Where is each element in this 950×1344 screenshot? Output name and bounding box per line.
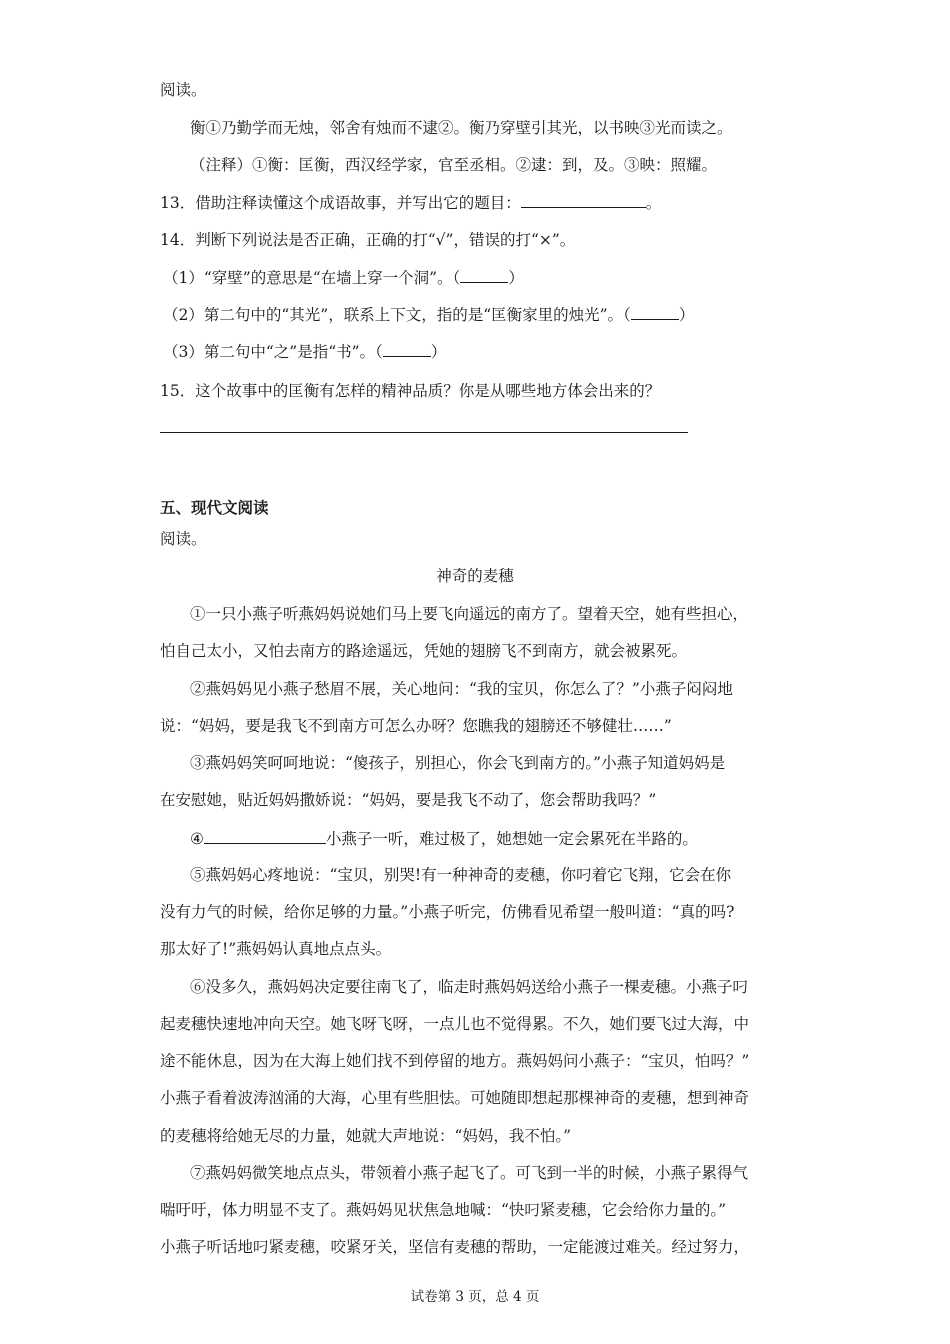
story-line: 小燕子看着波涛汹涌的大海，心里有些胆怯。可她随即想起那棵神奇的麦穗，想到神奇 (160, 1089, 750, 1107)
question-14: 14．判断下列说法是否正确，正确的打“√”，错误的打“×”。 (160, 231, 576, 249)
answer-blank-14-2[interactable] (631, 304, 679, 320)
story-line: ⑦燕妈妈微笑地点点头，带领着小燕子起飞了。可飞到一半的时候，小燕子累得气 (190, 1164, 749, 1182)
story-line: 小燕子听话地叼紧麦穗，咬紧牙关，坚信有麦穗的帮助，一定能渡过难关。经过努力， (160, 1238, 750, 1256)
answer-blank-para-4[interactable] (204, 828, 326, 844)
story-line: ②燕妈妈见小燕子愁眉不展，关心地问：“我的宝贝，你怎么了？”小燕子闷闷地 (190, 680, 733, 698)
question-14-item-3 (163, 341, 793, 362)
item-2-text: （2）第二句中的“其光”，联系上下文，指的是“匡衡家里的烛光”。（ (163, 306, 631, 324)
item-1-text: （1）“穿壁”的意思是“在墙上穿一个洞”。（ (163, 269, 461, 287)
item-3-close: ） (430, 343, 447, 361)
section-heading: 五、现代文阅读 (160, 499, 269, 517)
classical-notes: （注释）①衡：匡衡，西汉经学家，官至丞相。②逮：到，及。③映：照耀。 (190, 156, 718, 174)
story-paragraph-4 (190, 828, 820, 849)
answer-blank-14-3[interactable] (383, 341, 431, 357)
story-line: 那太好了!”燕妈妈认真地点点头。 (160, 940, 392, 958)
story-line: 在安慰她，贴近妈妈撒娇说：“妈妈，要是我飞不动了，您会帮助我吗？” (160, 791, 657, 809)
story-line: ⑥没多久，燕妈妈决定要往南飞了，临走时燕妈妈送给小燕子一棵麦穗。小燕子叼 (190, 978, 749, 996)
story-title: 神奇的麦穗 (436, 567, 514, 585)
story-line: ③燕妈妈笑呵呵地说：“傻孩子，别担心，你会飞到南方的。”小燕子知道妈妈是 (190, 754, 726, 772)
story-line: 没有力气的时候，给你足够的力量。”小燕子听完，仿佛看见希望一般叫道：“真的吗? (160, 903, 735, 921)
story-line: 说：“妈妈，要是我飞不到南方可怎么办呀？您瞧我的翅膀还不够健壮……” (160, 717, 672, 735)
question-15: 15．这个故事中的匡衡有怎样的精神品质？你是从哪些地方体会出来的？ (160, 382, 661, 400)
story-line: ⑤燕妈妈心疼地说：“宝贝，别哭!有一种神奇的麦穗，你叼着它飞翔，它会在你 (190, 866, 732, 884)
item-1-close: ） (508, 269, 524, 287)
question-14-item-1 (163, 267, 793, 288)
question-14-item-2 (163, 304, 793, 325)
item-3-text: （3）第二句中“之”是指“书”。（ (163, 343, 383, 361)
answer-blank-14-1[interactable] (460, 267, 508, 283)
reading-instruction: 阅读。 (160, 81, 207, 99)
story-line: ①一只小燕子听燕妈妈说她们马上要飞向遥远的南方了。望着天空，她有些担心， (190, 605, 749, 623)
story-line: 途不能休息，因为在大海上她们找不到停留的地方。燕妈妈问小燕子：“宝贝，怕吗？” (160, 1052, 750, 1070)
question-13-text: 13．借助注释读懂这个成语故事，并写出它的题目： (160, 194, 521, 212)
page-footer: 试卷第 3 页，总 4 页 (410, 1289, 540, 1305)
answer-line-15[interactable] (160, 432, 688, 433)
story-line: 的麦穗将给她无尽的力量，她就大声地说：“妈妈，我不怕。” (160, 1127, 572, 1145)
para-4-text: 小燕子一听，难过极了，她想她一定会累死在半路的。 (325, 830, 698, 848)
item-2-close: ） (678, 306, 695, 324)
answer-blank-13[interactable] (521, 192, 646, 208)
story-line: 怕自己太小，又怕去南方的路途遥远，凭她的翅膀飞不到南方，就会被累死。 (160, 642, 688, 660)
para-4-number: ④ (190, 830, 204, 848)
section-instruction: 阅读。 (160, 530, 207, 548)
classical-text: 衡①乃勤学而无烛，邻舍有烛而不逮②。衡乃穿壁引其光，以书映③光而读之。 (190, 119, 733, 137)
question-13 (160, 192, 790, 213)
question-13-end: 。 (645, 194, 662, 212)
story-line: 喘吁吁，体力明显不支了。燕妈妈见状焦急地喊：“快叼紧麦穗，它会给你力量的。” (160, 1201, 727, 1219)
story-line: 起麦穗快速地冲向天空。她飞呀飞呀，一点儿也不觉得累。不久，她们要飞过大海，中 (160, 1015, 750, 1033)
